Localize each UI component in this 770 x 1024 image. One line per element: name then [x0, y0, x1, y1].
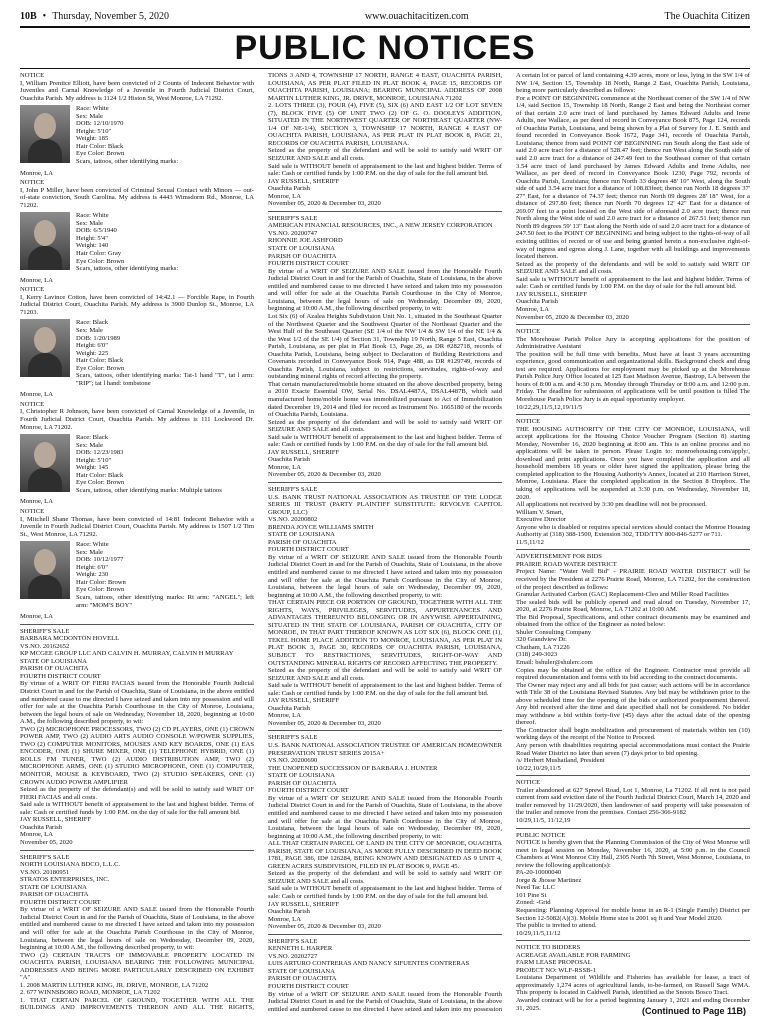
- sheriff-sale-continued: TIONS 3 AND 4, TOWNSHIP 17 NORTH, RANGE 4 EAST, OUACHITA PARISH, LOUISIANA, AS PER PLAT FILED IN PLAT BOOK 4, PAGE 15, RECORDS OF OUACHITA PARISH, LOUISIANA; BEARING MUNICIPAL ADDRESS OF 2008 MARTIN LUTHER KING, JR. DRIVE, MONROE, LOUISIANA 71202 2. LOTS THREE (3), FOUR (4), FIVE (5), SIX (6) AND EAST 1/2 OF LOT SEVEN (7), BLOCK FIVE (5) OF UNIT TWO (2) OF G. O. DOOLEYS ADDITION, SITUATED IN THE NORTHWEST QUARTER OF NORTHEAST QUARTER (NW-1/4 OF NE-1/4), SECTION 3, TOWNSHIP 17 NORTH, RANGE 4 EAST OF OUACHITA PARISH, LOUISIANA, AS PER PLAT IN PLAT BOOK 8, PAGE 21, RECORDS OF OUACHITA PARISH, LOUISIANA. Seized as the property of the defendant and will be sold to satisfy said WRIT OF SEIZURE AND SALE and all costs. Said sale is WITHOUT benefit of appraisement to the last and highest bidder. Terms of sale: Cash or certified funds by 1:00 P.M. on the day of sale for the full amount bid. JAY RUSSELL, SHERIFF Ouachita Parish Monroe, LA November 05, 2020 & December 03, 2020: [268, 72, 502, 208]
- top-rule: [20, 26, 750, 28]
- notice-divider: [20, 624, 254, 625]
- page-number: 10B: [20, 10, 37, 22]
- mugshot-row: [20, 105, 254, 165]
- continued-note: (Continued to Page 11B): [641, 1006, 746, 1016]
- mugshot-photo: [20, 434, 70, 492]
- sheriff-sale-notice: SHERIFF'S SALE U.S. BANK TRUST NATIONAL ASSOCIATION AS TRUSTEE OF THE LODGE SERIES III TRUST (PARTY PLAINTIFF SUBSTITUTE: REVOLVE CAPITOL GROUP, LLC) VS.NO. 20200802 BRENDA JOYCE WILLIAMS SMITH STATE OF LOUISIANA PARISH OF OUACHITA FOURTH DISTRICT COURT By virtue of a WRIT OF SEIZURE AND SALE issued from the Honorable Fourth Judicial District Court in and for the Parish of Ouachita, State of Louisiana, in the above entitled and numbered cause to me directed I have seized and taken into my possession and will offer for sale at the Ouachita Parish Courthouse in the City of Monroe, Louisiana, between the legal hours of sale on Wednesday, December 09, 2020, beginning at 10:00 A.M., the following described property, to wit: THAT CERTAIN PIECE OR PORTION OF GROUND, TOGETHER WITH ALL THE RIGHTS, WAYS, PRIVILEGES, SERVITUDES, APPURTENANCES AND ADVANTAGES THEREUNTO BELONGING OR IN ANYWISE APPERTAINING, SITUATED IN THE STATE OF LOUISIANA, PARISH OF OUACHITA, CITY OF MONROE, IN THAT PART THEREOF KNOWN AS LOT SIX (6), BLOCK ONE (1), TEKEL HOME PLACE ADDITION TO MONROE, LOUISIANA, AS PER PLAT IN PLAT BOOK 3, PAGE 30, RECORDS OF OUACHITA PARISH, LOUISIANA, SUBJECT TO RESTRICTIONS, SERVITUDES, RIGHT-OF-WAY AND OUTSTANDING MINERAL RIGHTS OF RECORD AFFECTING THE PROPERTY. Seized as the property of the defendant and will be sold to satisfy said WRIT OF SEIZURE AND SALE and all costs. Said sale is WITHOUT benefit of appraisement to the last and highest bidder. Terms of sale: Cash or certified funds by 1:00 P.M. on the day of sale for the full amount bid. JAY RUSSELL, SHERIFF Ouachita Parish Monroe, LA November 05, 2020 & December 03, 2020: [268, 485, 502, 727]
- issue-date: Thursday, November 5, 2020: [52, 10, 170, 22]
- notice-text: NOTICE I, Mitchell Shane Thomas, have been convicted of 14:81 Indecent Behavior with a Juvenile in Fourth Judicial District Court, Ouachita Parish. My address is 1507 1/2 Tim St., West Monroe, LA 71292.: [20, 507, 254, 538]
- notice-city: Monroe, LA: [20, 613, 53, 621]
- sheriff-sale-notice: SHERIFF'S SALE BARBARA MCDONTON HOVELL VS.NO. 20162652 KP MCGEE GROUP LLC AND CALVIN H. MURRAY, CALVIN H MURRAY STATE OF LOUISIANA PARISH OF OUACHITA FOURTH DISTRICT COURT By virtue of a WRIT OF FIERI FACIAS issued from the Honorable Fourth Judicial District Court in and for the Parish of Ouachita, State of Louisiana, in the above entitled and numbered cause to me directed I have seized and taken into my possession and will offer for sale at the Ouachita Parish Courthouse in the City of Monroe, Louisiana, between the legal hours of sale on Wednesday, November 18, 2020, beginning at 10:00 A.M., the following described property, to wit: TWO (2) MICROPHONE PROCESSORS, TWO (2) CD PLAYERS, ONE (1) CROWN POWER AMP, TWO (2) AUDIO ARTS AUDIO CONSOLE W/POWER SUPPLIES, TWO (2) COMPUTER MONITORS, MOUSES AND KEY BOARDS, ONE (1) EAS ENCODER, ONE (1) SHURE MIXER, ONE (1) TELEPHONE HYBRID, ONE (1) ROLLS FM TUNER, TWO (2) AUDIO DISTRIBUTION AMP, TWO (2) MICROPHONE ARMS, ONE (1) STUDIO MICROPHONE, ONE (1) COMPUTER, MONITOR, MOUSE & KEYBOARD, TWO (2) STUDIO SPEAKERS, ONE (1) CROWN AUDIO POWER AMPLIFIER Seized as the property of the defendant(s) and will be sold to satisfy said WRIT OF FIERI FACIAS and all costs. Said sale is WITHOUT benefit of appraisement to the last and highest bidder. Terms of sale: Cash or certified funds by 1:00 P.M. on the day of sale for the full amount bid. JAY RUSSELL, SHERIFF Ouachita Parish Monroe, LA November 05, 2020: [20, 627, 254, 846]
- notice-text: NOTICE I, William Prentice Elliott, have been convicted of 2 Counts of Indecent Behavior with Juveniles and Carnal Knowledge of a Juvenile in Fourth Judicial District Court, Ouachita Parish. My address is 1124 1/2 Histon St, West Monroe, LA 71292.: [20, 72, 254, 102]
- mugshot-photo: [20, 212, 70, 270]
- sheriff-sale-notice: SHERIFF'S SALE KENNETH L HARPER VS.NO. 20202727 LUIS ARTURO CONTRERAS AND NANCY SIFUENTES CONTRERAS STATE OF LOUISIANA PARISH OF OUACHITA FOURTH DISTRICT COURT By virtue of a WRIT OF SEIZURE AND SALE issued from the Honorable Fourth Judicial District Court in and for the Parish of Ouachita, State of Louisiana, in the above entitled and numbered cause to me directed I have seized and taken into my possession: [268, 937, 502, 1012]
- property-description: A certain lot or parcel of land containing 4.39 acres, more or less, lying in the SW 1/4 of NW 1/4, Section 15, Township 18 North, Range 2 East, Ouachita Parish, Louisiana, being more particularly described as follows: For a POINT OF BEGINNING commence at the Northeast corner of the SW 1/4 of NW 1/4, said Section 15, Township 18 North, Range 2 East and being the Northeast corner of that certain 2.0 acre tract of land purchased by James Edward Adults and Irene Adults, nee Wallace, as per deed of record in Conveyance Book 875, Page 124, records of Ouachita Parish, Louisiana, and being shown by a Plat of Survey for J. E. Smith and found recorded in Conveyance Book 1672, Page 341, records of Ouachita Parish, Louisiana; thence from said POINT OF BEGINNING run South along the East side of said 2.0 acre tract for a distance of 528.47 feet; thence run West along the South side of said 2.0 acre tract for a distance of 247.49 feet to the Southeast corner of that certain 3.54 acre tract of land purchased by James Edward Adults and Irene Adults, nee Wallace, as per deed of record in Conveyance Book 1230, Page 792, records of Ouachita Parish, Louisiana; thence run North 33 degrees 48' 10" West, along the South side of said 3.54 acre tract for a distance of 108.83feet; thence run North 18 degrees 37' 27" East, for a distance of 74.37 feet; thence run North 09 degrees 28' 18" West, for a distance of 297.80 feet; thence run North 70 degrees 12' 42" East for a distance of 269.07 feet to a point located on the West side of aforesaid 2.0 acre tract; thence run North along the West side of said 2.0 acre tract for a distance of 267.51 feet; thence run North 89 degrees 59' 13" East along the North side of said 2.0 acre tract for a distance of 247.50 feet to the POINT OF BEGINNING and being subject to the rights-of-way of all existing utilities of record or of use and being granted herein a non-exclusive right-of-way of ingress and egress along J. Lane, together with all buildings and improvements located thereon. Seized as the property of the defendants and will be sold to satisfy said WRIT OF SEIZURE AND SALE and all costs. Said sale is WITHOUT benefit of appraisement to the last and highest bidder. Terms of sale: Cash or certified funds by 1:00 P.M. on the day of sale for the full amount bid. JAY RUSSELL, SHERIFF Ouachita Parish Monroe, LA November 05, 2020 & December 03, 2020: [516, 72, 750, 321]
- notice-city: Monroe, LA: [20, 498, 53, 506]
- mugshot-row: [20, 319, 254, 387]
- bidders-notice: NOTICE TO BIDDERS ACREAGE AVAILABLE FOR FARMING FARM LEASE PROPOSAL PROJECT NO: WLF-RSSB-1 Louisiana Department of Wildlife and Fisheries has available for lease, a tract of approximately 1,274 acres of agricultural lands, to-be-farmed, on Russell Sage WMA. This property is located in Caldwell Parish, identified as the Snoots Bosco Tract. Awarded contract will be for a period beginning January 1, 2021 and ending December 31, 2025.: [516, 944, 750, 1012]
- offender-notice: [20, 179, 254, 284]
- offender-notice: [20, 508, 254, 621]
- offender-description: Race: White Sex: Male DOB: 10/12/1977 Height: 6'0" Weight: 230 Hair Color: Brown Eye Color: Brown Scars, tattoos, other identifying marks: Rt arm: "ANGEL"; left arm: "MOM'S BOY": [76, 541, 254, 609]
- masthead: [20, 8, 750, 24]
- mugshot-row: [20, 434, 254, 494]
- bullet: •: [42, 10, 47, 22]
- offender-notice: [20, 286, 254, 399]
- section-title: PUBLIC NOTICES: [234, 29, 536, 67]
- notice-divider: [516, 414, 750, 415]
- offender-notice: [20, 401, 254, 506]
- abandoned-trailer-notice: NOTICE Trailer abandoned at 627 Sprewl Road, Lot 1, Monroe, La 71202. If all rent is not paid current from said eviction date of the Fourth Judicial District Court, March 14, 2020 and trailer removed by 11/29/2020, then landowner of said property will take possession of the trailer and remove from the premises. Contact 256-366-9182 10/29,11/5, 11/12,19: [516, 779, 750, 824]
- mugshot-row: [20, 212, 254, 272]
- mugshot-photo: [20, 319, 70, 377]
- title-rule: [20, 68, 750, 69]
- notice-text: NOTICE I, Christopher R Johnson, have been convicted of Carnal Knowledge of a Juvenile, in Fourth Judicial District Court, Ouachita Parish. My address is 111 Lockwood Dr. Monroe, LA 71202.: [20, 400, 254, 431]
- notice-city: Monroe, LA: [20, 391, 53, 399]
- notice-city: Monroe, LA: [20, 169, 53, 177]
- notice-divider: [516, 324, 750, 325]
- website: www.ouachitacitizen.com: [364, 10, 469, 22]
- offender-description: Race: White Sex: Male DOB: 12/10/1970 Height: 5'10" Weight: 185 Hair Color: Black Eye Color: Brown Scars, tattoos, other identifying marks:: [76, 105, 179, 166]
- notice-divider: [516, 828, 750, 829]
- offender-description: Race: White Sex: Male DOB: 6/5/1940 Height: 5'4" Weight: 140 Hair Color: Gray Eye Color: Brown Scars, tattoos, other identifying marks:: [76, 212, 179, 273]
- sheriff-sale-notice: SHERIFF'S SALE NORTH LOUISIANA BDCO, L.L.C. VS.NO. 20180951 STRATOS ENTERPRISES, INC. STATE OF LOUISIANA PARISH OF OUACHITA FOURTH DISTRICT COURT By virtue of a WRIT OF SEIZURE AND SALE issued from the Honorable Fourth Judicial District Court in and for the Parish of Ouachita, State of Louisiana, in the above entitled and numbered cause to me directed I have seized and taken into my possession and will offer for sale at the Ouachita Parish Courthouse in the City of Monroe, Louisiana, between the legal hours of sale on Wednesday, December 09, 2020, beginning at 10:00 A.M., the following described property, to wit: TWO (2) CERTAIN TRACTS OF IMMOVABLE PROPERTY LOCATED IN OUACHITA PARISH, LOUISIANA BEARING THE FOLLOWING MUNICIPAL ADDRESSES AND BEING MORE PARTICULARLY DESCRIBED ON EXHIBIT "A" 1. 2008 MARTIN LUTHER KING, JR. DRIVE, MONROE, LA 71202 2. 677 WINNSBORO ROAD, MONROE, LA 71202 1. THAT CERTAIN PARCEL OF GROUND, TOGETHER WITH ALL THE BUILDINGS AND IMPROVEMENTS THEREON AND ALL THE RIGHTS,: [20, 853, 254, 1012]
- offender-description: Race: Black Sex: Male DOB: 12/23/1983 Height: 5'10" Weight: 145 Hair Color: Black Eye Color: Brown Scars, tattoos, other identifying marks: Multiple tattoos: [76, 434, 222, 494]
- sheriff-sale-notice: SHERIFF'S SALE U.S. BANK NATIONAL ASSOCIATION TRUSTEE OF AMERICAN HOMEOWNER PRESERVATION TRUST SERIES 2015A+ VS.NO. 20200690 THE UNOPENED SUCCESSION OF BARBARA J. HUNTER STATE OF LOUISIANA PARISH OF OUACHITA FOURTH DISTRICT COURT By virtue of a WRIT OF SEIZURE AND SALE issued from the Honorable Fourth Judicial District Court in and for the Parish of Ouachita, State of Louisiana, in the above entitled and numbered cause to me directed I have seized and taken into my possession and will offer for sale at the Ouachita Parish Courthouse in the City of Monroe, Louisiana, between the legal hours of sale on Wednesday, December 09, 2020, beginning at 10:00 A.M., the following described property, to wit: ALL THAT CERTAIN PARCEL OF LAND IN THE CITY OF MONROE, OUACHITA PARISH, STATE OF LOUISIANA, AS MORE FULLY DESCRIBED IN DEED BOOK 1781, PAGE 386, ID# 126284, BEING KNOWN AND DESIGNATED AS 9 UNIT 4, GREEN ACRES SUBDIVISION, FILED IN PLAT BOOK 9, PAGE 45. Seized as the property of the defendant and will be sold to satisfy said WRIT OF SEIZURE AND SALE and all costs. Said sale is WITHOUT benefit of appraisement to the last and highest bidder. Terms of sale: Cash or certified funds by 1:00 P.M. on the day of sale for the full amount bid. JAY RUSSELL, SHERIFF Ouachita Parish Monroe, LA November 05, 2020 & December 03, 2020: [268, 734, 502, 931]
- mugshot-photo: [20, 105, 70, 163]
- column-1: [20, 72, 254, 1012]
- notice-divider: [268, 482, 502, 483]
- planning-notice: PUBLIC NOTICE NOTICE is hereby given that the Planning Commission of the City of West Monroe will meet in legal session on Monday, November 16, 2020, at 5:00 p.m. in the Council Chambers at West Monroe City Hall, 2305 North 7th Street, West Monroe, Louisiana, to review the following application(s): PA-20-10000040 Jorge & Jhosse Martinez Need Tac LLC 101 Pine St Zoned: -Grid Requesting: Planning Approval for mobile home in an R-1 (Single Family) District per Section 12-5082(A)(3). Mobile Home size is 2001 sq ft and Year Model 2020. The public is invited to attend. 10/29,11/5,11/12: [516, 831, 750, 937]
- sheriff-sale-notice: SHERIFF'S SALE AMERICAN FINANCIAL RESOURCES, INC., A NEW JERSEY CORPORATION VS.NO. 20200747 RHONNIE JOE ASHFORD STATE OF LOUISIANA PARISH OF OUACHITA FOURTH DISTRICT COURT By virtue of a WRIT OF SEIZURE AND SALE issued from the Honorable Fourth Judicial District Court in and for the Parish of Ouachita, State of Louisiana, in the above entitled and numbered cause to me directed I have seized and taken into my possession and will offer for sale at the Ouachita Parish Courthouse in the City of Monroe, Louisiana, between the legal hours of sale on Wednesday, December 09, 2020, beginning at 10:00 A.M., the following described property, to wit: Lot Six (6) of Azalea Heights Subdivision Unit No. 1, situated in the Southeast Quarter of the Northwest Quarter and the Southwest Quarter of the Northeast Quarter and the West Half of the Southeast Quarter (SE 1/4 of the NW 1/4 & SW 1/4 of the NE 1/4 & the West 1/2 of the SE 1/4) of Section 31, Township 19 North, Range 5 East, Ouachita Parish, Louisiana, as per plat in Plat Book 13, Page 26, as DR #282718, records of Ouachita Parish, Louisiana, being subject to Declaration of Building Restrictions and Covenants recorded in Conveyance Book 914, Page 488, as DR #129749, records of Ouachita Parish, Louisiana, subject to restrictions, servitudes, rights-of-way and outstanding mineral rights of record affecting the property. That certain manufactured/mobile home situated on the above described property, being a 2010 Exacte Essential OW, Serial No. DSAL4487A, DSAL4487B, which said manufactured home/mobile home was immobilized pursuant to Act of Immobilization dated December 19, 2014 and filed for record as Instrument No. 1665180 of the records of Ouachita Parish, Louisiana. Seized as the property of the defendant and will be sold to satisfy said WRIT OF SEIZURE AND SALE and all costs. Said sale is WITHOUT benefit of appraisement to the last and highest bidder. Terms of sale: Cash or certified funds by 1:00 P.M. on the day of sale for the full amount bid. JAY RUSSELL, SHERIFF Ouachita Parish Monroe, LA November 05, 2020 & December 03, 2020: [268, 214, 502, 479]
- notice-divider: [516, 775, 750, 776]
- notice-text: NOTICE I, John P Miller, have been convicted of Criminal Sexual Contact with Minors — out-of-state conviction, South Carolina. My address is 4443 Wimsdorm Rd., Monroe, LA 71202.: [20, 179, 254, 209]
- masthead-left: [20, 11, 169, 22]
- bid-advertisement: ADVERTISEMENT FOR BIDS PRAIRIE ROAD WATER DISTRICT Project Name: "Water Well Bid" - PRAIRIE ROAD WATER DISTRICT will be received by the President at 2276 Prairie Road, Monroe, LA 71202, for the construction of the project described as follows: Granular Activated Carbon (GAC) Replacement-Cleo and Miller Road Facilities The sealed bids will be publicly opened and read aloud on Tuesday, November 17, 2020, at 2276 Prairie Road, Monroe, LA 71202 at 10:00 AM. The Bid Proposal, Specifications, and other contract documents may be examined and obtained from the office of the Engineer as noted below: Shuler Consulting Company 320 Grandview Dr. Chatham, LA 71226 (318) 249-3023 Email: bshuler@shulerc.com Copies may be obtained at the office of the Engineer. Contractor must provide all required documentation and forms with its bid according to the contract documents. The Owner may reject any and all bids for just cause; such actions will be in accordance with Title 38 of the Louisiana Revised Statutes. Any bid may be withdrawn prior to the above scheduled time for the opening of the bids or authorized postponement thereof. Any bid received after the time and date specified shall not be considered. No bidder may withdraw a bid within forty-five (45) days after the actual date of the opening thereof. The Contractor shall begin mobilization and procurement of materials within ten (10) working days of the receipt of the Notice to Proceed. Any person with disabilities requiring special accommodations must contact the Prairie Road Water District no later than seven (7) days prior to bid opening. /s/ Herbert Mushatland, President 10/22,10/29,11/5: [516, 553, 750, 772]
- notice-divider: [516, 549, 750, 550]
- mugshot-row: [20, 541, 254, 609]
- job-notice: NOTICE The Morehouse Parish Police Jury is accepting applications for the position of Administrative Assistant The position will be full time with benefits. Must have at least 3 years accounting experience, good communication and organizational skills. Background check and drug test are required. Applications for employment may be picked up at the Morehouse Parish Police Jury Office located at 125 East Madison Avenue, Bastrop, LA between the hours of 8:00 a.m. and 4:30 p.m. Monday through Thursday or 8:00 a.m. and 12:00 p.m. Friday. The deadline for submission of applications will be until position is filled The Morehouse Parish Police Jury is an equal opportunity employer. 10/22,29,11/5,12,19/11/5: [516, 328, 750, 411]
- notice-divider: [268, 730, 502, 731]
- column-2: [268, 72, 502, 1012]
- notice-divider: [268, 934, 502, 935]
- mugshot-photo: [20, 541, 70, 599]
- paper-name: The Ouachita Citizen: [664, 10, 750, 22]
- offender-description: Race: Black Sex: Male DOB: 1/20/1989 Height: 6'0" Weight: 225 Hair Color: Black Eye Color: Brown Scars, tattoos, other identifying marks: Tat-1 hand "T", tat l arm: "RIP"; tat l hand: tombstone: [76, 319, 254, 387]
- housing-notice: NOTICE THE HOUSING AUTHORITY OF THE CITY OF MONROE, LOUISIANA, will accept applications for the Housing Choice Voucher Program (Section 8) starting Monday, November 16, 2020 beginning at 8:00 am. This is an online process and no applications will be taken in person. Please Login to: monroehousing.com/apply/, download and print applications. Once you have completed the application and all household members 18 years or older have signed the application, please bring the completed application to the Housing Authority's Annex, located at 210 Harrison Street, Monroe, Louisiana. Place the completed application in the Section 8 Dropbox. The taking of applications will be suspended at 3:30 p.m. on Wednesday, November 18, 2020. All applications not received by 3:30 pm deadline will not be processed. William V. Smart, Executive Director Anyone who is disabled or requires special services should contact the Monroe Housing Authority at (318) 388-1500, Extension 302, TDD/TTY 800-846-5277 or 711. 11/5,11/12: [516, 418, 750, 546]
- notice-divider: [268, 211, 502, 212]
- notice-divider: [516, 940, 750, 941]
- notice-divider: [20, 850, 254, 851]
- notice-text: NOTICE I, Kerry Lavince Cotton, have been convicted of 14:42.1 — Forcible Rape, in Fourth Judicial District Court, Ouachita Parish. My address is 3900 Dunlop St., Monroe, LA 71203.: [20, 286, 254, 316]
- notice-city: Monroe, LA: [20, 276, 53, 284]
- column-3: [516, 72, 750, 1012]
- offender-notice: [20, 72, 254, 177]
